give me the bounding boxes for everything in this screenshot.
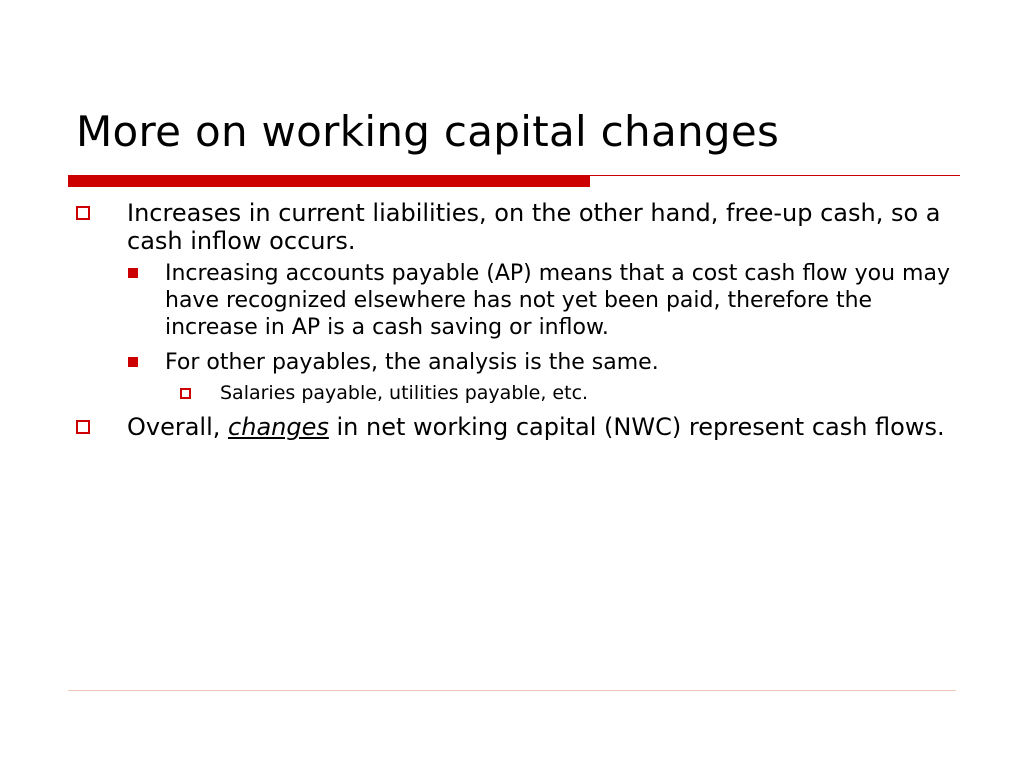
slide-title: More on working capital changes — [76, 107, 780, 156]
slide-body — [76, 199, 956, 445]
footer-divider — [68, 690, 956, 691]
bullet-item-level1 — [76, 199, 956, 255]
hollow-square-bullet-icon — [180, 388, 191, 399]
bullet-item-level3 — [180, 381, 956, 405]
emphasized-word: changes — [228, 413, 329, 441]
bullet-item-level2 — [128, 260, 956, 341]
title-underline-thin — [590, 175, 960, 176]
hollow-square-bullet-icon — [76, 420, 90, 434]
bullet-text: For other payables, the analysis is the same. — [165, 350, 659, 375]
bullet-text-after: in net working capital (NWC) represent cash flows. — [328, 413, 945, 441]
bullet-text: Increases in current liabilities, on the other hand, free-up cash, so a cash inflow occurs. — [127, 199, 941, 255]
title-underline-thick — [68, 175, 590, 187]
filled-square-bullet-icon — [128, 268, 138, 278]
hollow-square-bullet-icon — [76, 206, 90, 220]
bullet-text: Increasing accounts payable (AP) means that a cost cash flow you may have recognized elsewhere has not yet been paid, therefore the increase in AP is a cash saving or inflow. — [165, 261, 950, 340]
bullet-item-level1 — [76, 413, 956, 441]
bullet-text: Salaries payable, utilities payable, etc. — [220, 382, 589, 404]
bullet-text-before: Overall, — [127, 413, 229, 441]
filled-square-bullet-icon — [128, 357, 138, 367]
bullet-text — [127, 413, 956, 441]
bullet-item-level2 — [128, 349, 956, 376]
